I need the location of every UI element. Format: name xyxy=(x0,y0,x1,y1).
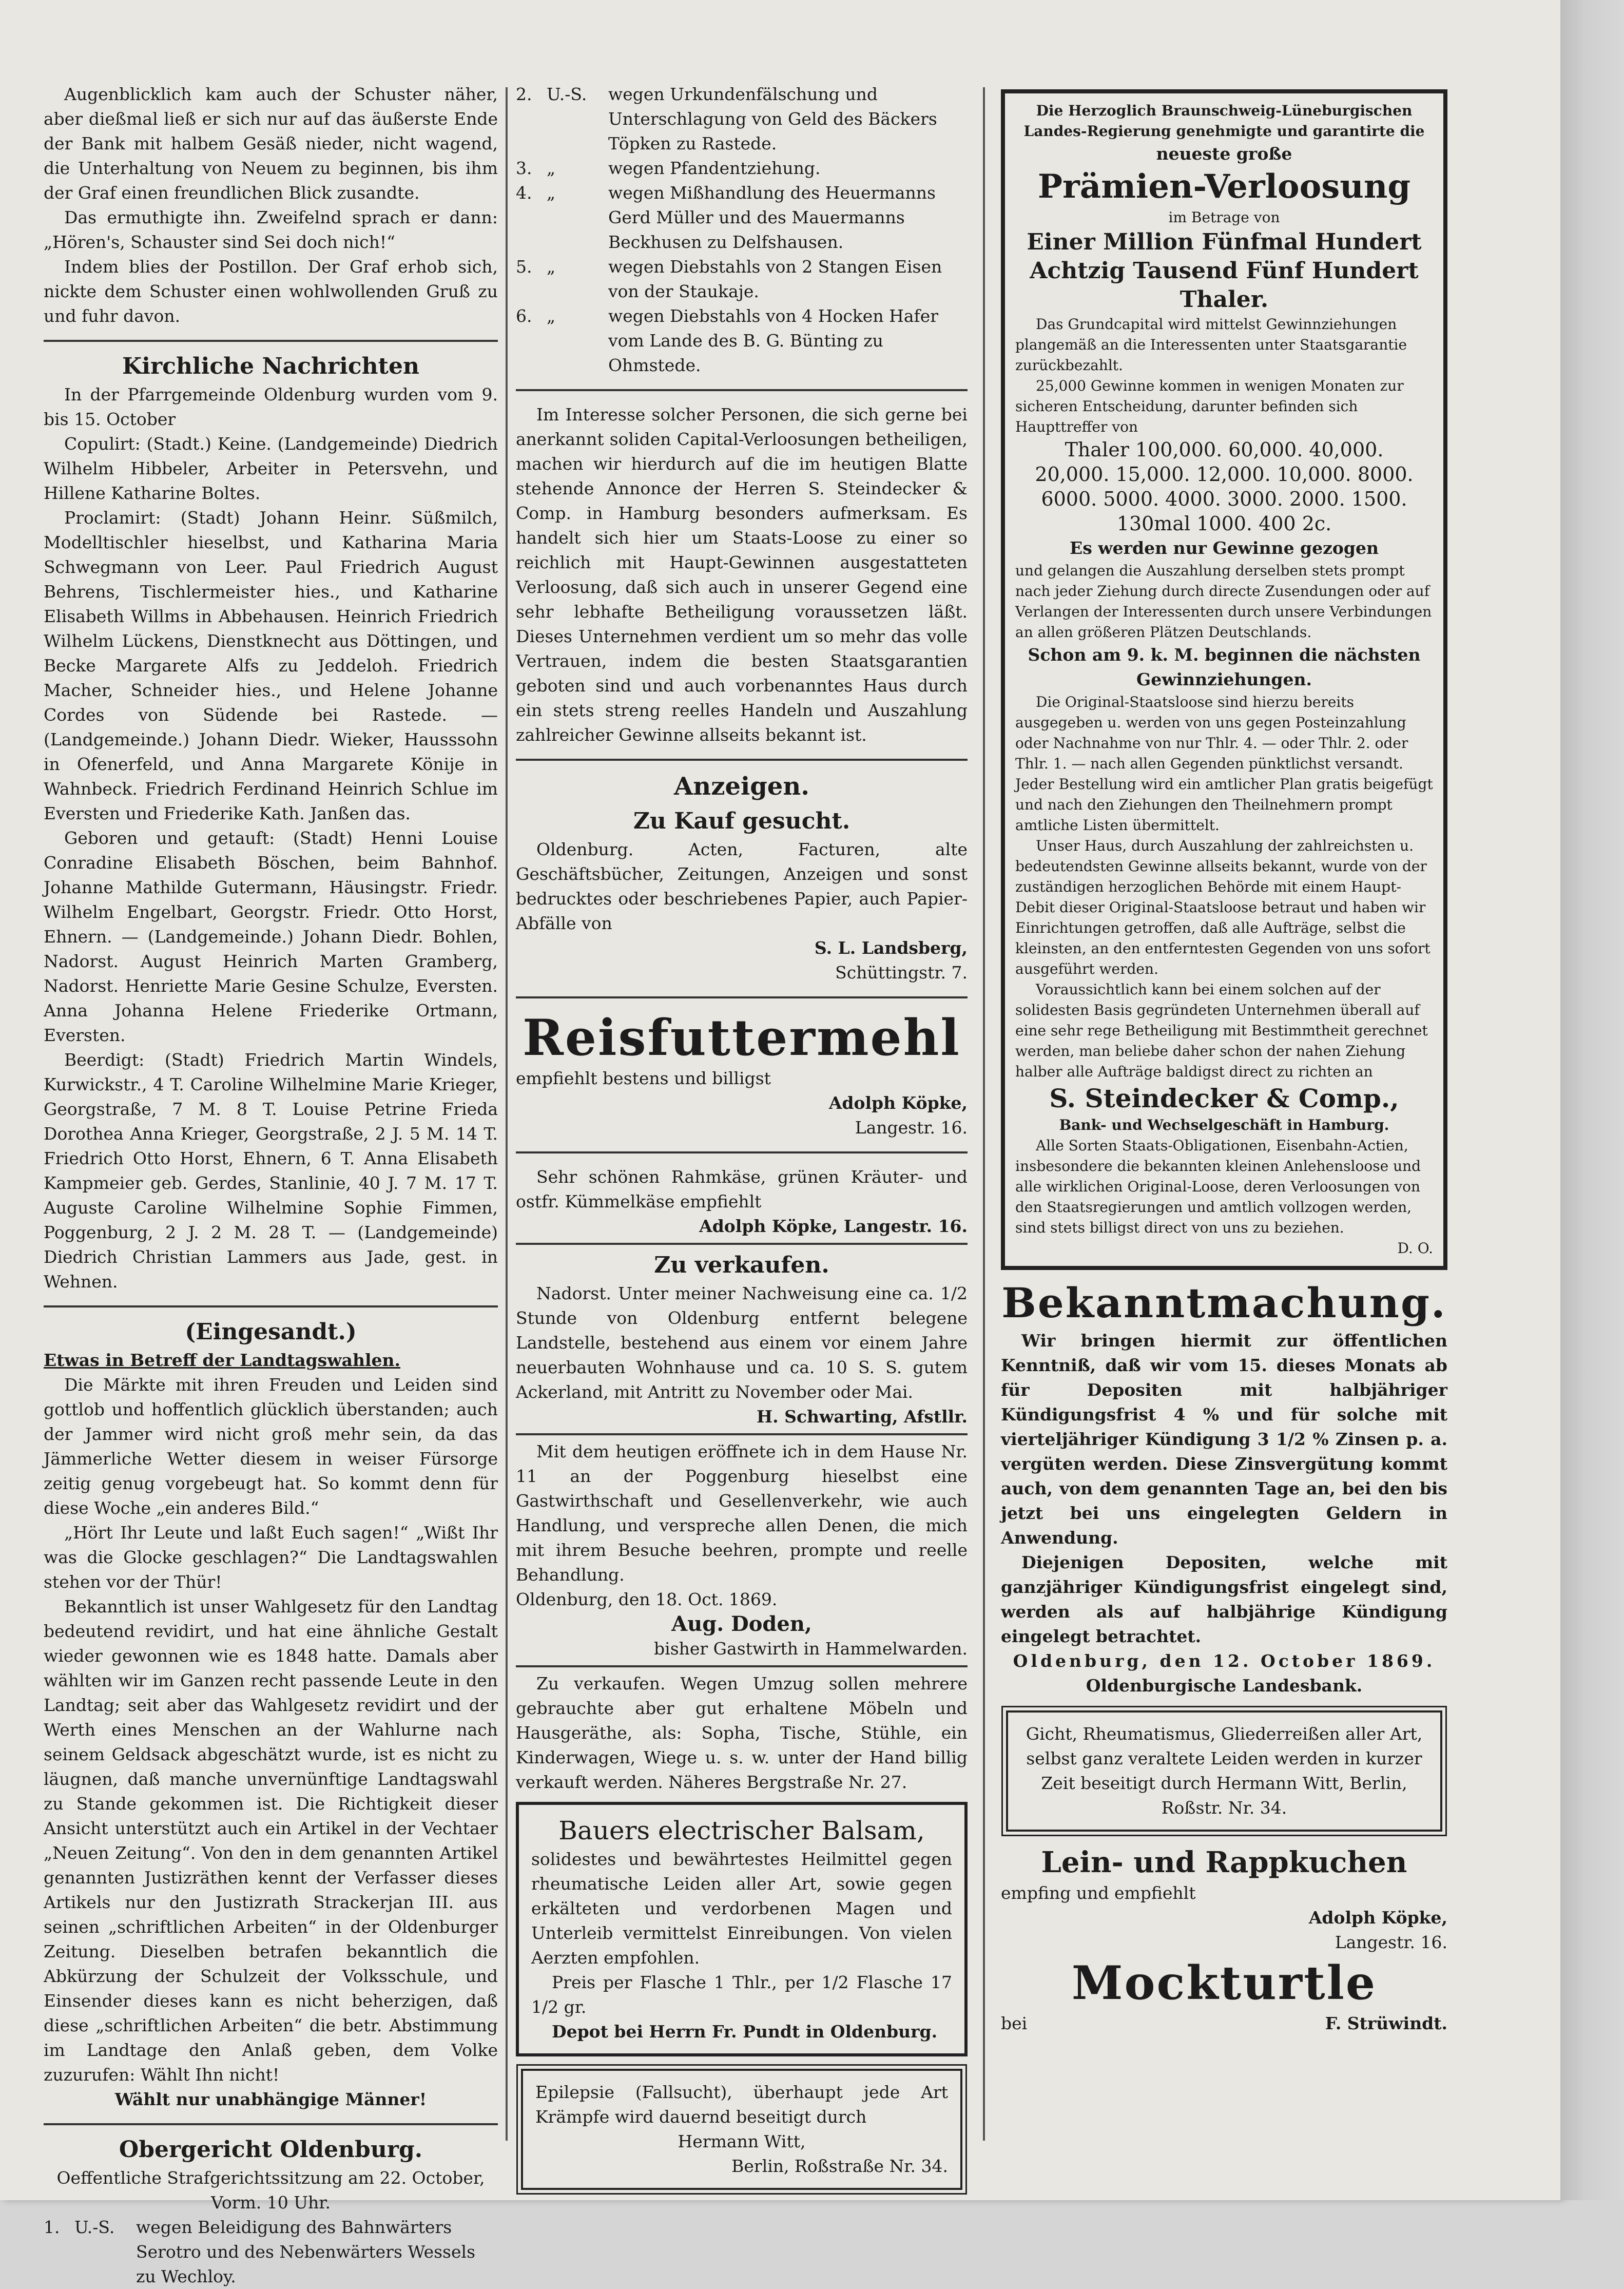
praemien-firm: S. Steindecker & Comp., xyxy=(1049,1083,1399,1113)
verkaufen-text: Nadorst. Unter meiner Nachweisung eine ca. 1/2 Stunde von Oldenburg entfernt belegene Landstelle, bestehend aus einem vor einem Jahre neuerbauten Wohnhause und ca. 10 S. S. gutem Ackerland, mit Antritt zu November oder Mai. xyxy=(516,1283,968,1402)
praemien-text: Unser Haus, durch Auszahlung der zahlreichsten u. bedeutendsten Gewinne allseits bekannt, wurde von der zuständigen herzoglichen Behörde mit einem Haupt-Debit dieser Original-Staatsloose betraut und haben wir Einrichtungen getroffen, daß alle Aufträge, selbst die kleinsten, an den entferntesten Gegenden von uns sofort ausgeführt werden. xyxy=(1015,837,1430,977)
eingesandt-paragraph: Die Märkte mit ihren Freuden und Leiden sind gottlob und hoffentlich glücklich überstanden; auch der Jammer wird nicht groß mehr sein, da das Jämmerliche Wetter diesem in weiser Fürsorge zeitig genug vorgebeugt hat. So kommt denn für diese Woche „ein anderes Bild.“ xyxy=(44,1375,498,1518)
reis-text: empfiehlt bestens und billigst xyxy=(516,1068,771,1088)
bekanntmachung-title: Bekanntmachung. xyxy=(1001,1279,1447,1327)
eingesandt-closing: Wählt nur unabhängige Männer! xyxy=(114,2089,427,2109)
kirch-proclamirt: Proclamirt: (Stadt) Johann Heinr. Süßmilch, Modelltischler hieselbst, und Katharina Maria Schwegmann von Leer. Paul Friedrich August Behrens, Tischlermeister hies., und Katharine Elisabeth Willms in Abbehausen. Heinrich Friedrich Wilhelm Lückens, Dienstknecht aus Döttingen, und Becke Margarete Alfs zu Jeddeloh. Friedrich Macher, Schneider hies., und Helene Johanne Cordes von Südende bei Rastede. — (Landgemeinde.) Johann Diedr. Wieker, Hausssohn in Ofenerfeld, und Anna Margarete Könije in Wahnbeck. Friedrich Ferdinand Heinrich Schlue im Eversten und Friederike Kath. Janßen das. xyxy=(44,508,498,823)
gicht-text: Gicht, Rheumatismus, Gliederreißen aller Art, selbst ganz veraltete Leiden werden in kurzer Zeit beseitigt durch Hermann Witt, Berlin, Roßstr. Nr. 34. xyxy=(1026,1724,1423,1818)
epilepsie-ad xyxy=(521,2069,962,2190)
praemien-capital: Das Grundcapital wird mittelst Gewinnziehungen plangemäß an die Interessenten unter Staatsgarantie zurückbezahlt. xyxy=(1015,316,1407,374)
case-description: wegen Diebstahls von 2 Stangen Eisen von der Staukaje. xyxy=(608,257,942,301)
case-description: wegen Beleidigung des Bahnwärters Serotro und des Nebenwärters Wessels zu Wechloy. xyxy=(136,2217,476,2286)
mockturtle-signature: F. Strüwindt. xyxy=(1325,2013,1447,2033)
balsam-ad xyxy=(516,1802,968,2056)
divider xyxy=(44,1305,498,1307)
praemien-ad xyxy=(1001,89,1447,1270)
praemien-amount-line: 20,000. 15,000. 12,000. 10,000. 8000. xyxy=(1035,463,1414,486)
kauf-title: Zu Kauf gesucht. xyxy=(633,808,850,834)
eingesandt-paragraph: „Hört Ihr Leute und laßt Euch sagen!“ „Wißt Ihr was die Glocke geschlagen?“ Die Landtagswahlen stehen vor der Thür! xyxy=(44,1523,498,1592)
divider xyxy=(44,2123,498,2125)
kirch-beerdigt: Beerdigt: (Stadt) Friedrich Martin Windels, Kurwickstr., 4 T. Caroline Wilhelmine Marie Krieger, Georgstraße, 7 M. 8 T. Louise Petrine Frieda Dorothea Anna Krieger, Georgstraße, 2 J. 5 M. 14 T. Friedrich Otto Horst, Ehnern, 6 T. Anna Elisabeth Kampmeier geb. Gerdes, Stanlinie, 40 J. 7 M. 17 T. Auguste Caroline Wilhelmine Sophie Fimmen, Poggenburg, 2 J. 2 M. 28 T. — (Landgemeinde) Diedrich Christian Lammers aus Jade, gest. in Wehnen. xyxy=(44,1050,498,1292)
bekanntmachung-date: Oldenburg, den 12. October 1869. xyxy=(1013,1651,1436,1671)
praemien-million: Einer Million Fünfmal Hundert Achtzig Tausend Fünf Hundert Thaler. xyxy=(1027,229,1422,313)
balsam-price: Preis per Flasche 1 Thlr., per 1/2 Flasche 17 1/2 gr. xyxy=(531,1972,952,2017)
obergericht-subtitle: Oeffentliche Strafgerichtssitzung am 22. October, Vorm. 10 Uhr. xyxy=(56,2168,485,2213)
divider xyxy=(516,1433,968,1435)
praemien-text: und gelangen die Auszahlung derselben stets prompt nach jeder Ziehung durch directe Zusendungen oder auf Verlangen der Interessenten durch unsere Verbindungen an allen größeren Plätzen Deutschlands. xyxy=(1015,562,1432,641)
case-type: „ xyxy=(547,257,556,277)
divider xyxy=(516,1243,968,1245)
praemien-text: Alle Sorten Staats-Obligationen, Eisenbahn-Actien, insbesondere die bekannten kleinen Anlehensloose und alle wirklichen Original-Loose, deren Verloosungen von den Staatsregierungen und amtlich vollzogen werden, sind stets billigst direct von uns zu beziehen. xyxy=(1015,1137,1421,1236)
case-type: „ xyxy=(547,183,556,203)
story-paragraph: Indem blies der Postillon. Der Graf erhob sich, nickte dem Schuster einen wohlwollenden Gruß zu und fuhr davon. xyxy=(44,257,498,326)
praemien-amount-line: Thaler 100,000. 60,000. 40,000. xyxy=(1065,438,1384,461)
case-number: 2. xyxy=(516,84,532,104)
balsam-title: Bauers electrischer Balsam, xyxy=(558,1816,925,1845)
anzeigen-title: Anzeigen. xyxy=(674,772,809,801)
praemien-intro: Die Herzoglich Braunschweig-Lüneburgischen Landes-Regierung genehmigte und garantirte die xyxy=(1023,102,1425,140)
gastwirth-signature: Aug. Doden, xyxy=(671,1612,812,1636)
interest-paragraph: Im Interesse solcher Personen, die sich gerne bei anerkannt soliden Capital-Verloosungen betheiligen, machen wir hierdurch auf die im heutigen Blatte stehende Annonce der Herren S. Steindecker & Comp. in Hamburg besonders aufmerksam. Es handelt sich hier um Staats-Loose zu einer so reichlich mit Haupt-Gewinnen ausgestatteten Verloosung, daß sich auch in unserer Gegend eine sehr lebhafte Betheiligung voraussetzen läßt. Dieses Unternehmen verdient um so mehr das volle Vertrauen, indem die besten Staatsgarantien geboten sind und auch vorbenanntes Haus durch ein stets streng reelles Handeln und Auszahlung zahlreicher Gewinne allseits bekannt ist. xyxy=(516,405,968,745)
epilepsie-address: Berlin, Roßstraße Nr. 34. xyxy=(731,2156,948,2176)
case-type: „ xyxy=(547,306,556,326)
divider xyxy=(516,996,968,998)
gastwirth-date: Oldenburg, den 18. Oct. 1869. xyxy=(516,1589,778,1609)
praemien-firm-subtitle: Bank- und Wechselgeschäft in Hamburg. xyxy=(1059,1117,1389,1133)
page-edge xyxy=(1560,0,1624,2200)
reisfuttermehl-title: Reisfuttermehl xyxy=(523,1009,961,1067)
column-divider xyxy=(983,87,985,2141)
praemien-neueste: neueste große xyxy=(1156,144,1292,164)
praemien-betrag: im Betrage von xyxy=(1168,209,1280,226)
case-description: wegen Mißhandlung des Heuermanns Gerd Müller und des Mauermanns Beckhusen zu Delfshausen. xyxy=(608,183,936,252)
column-1 xyxy=(44,82,498,2289)
kauf-text: Oldenburg. Acten, Facturen, alte Geschäftsbücher, Zeitungen, Anzeigen und sonst bedrucktes oder beschriebenes Papier, auch Papier-Abfälle von xyxy=(516,839,968,933)
eingesandt-title: (Eingesandt.) xyxy=(185,1319,357,1345)
praemien-nur: Es werden nur Gewinne gezogen xyxy=(1070,538,1379,558)
balsam-depot: Depot bei Herrn Fr. Pundt in Oldenburg. xyxy=(552,2022,938,2042)
lein-signature: Adolph Köpke, xyxy=(1308,1908,1447,1928)
bekanntmachung-text: Wir bringen hiermit zur öffentlichen Kenntniß, daß wir vom 15. dieses Monats ab für Depositen mit halbjähriger Kündigungsfrist 4 % und für solche mit vierteljähriger Kündigung 3 1/2 % Zinsen p. a. vergüten werden. Diese Zinsvergütung kommt auch, von dem genannten Tage an, bei den bis jetzt bei uns eingelegten Geldern in Anwendung. xyxy=(1001,1331,1447,1548)
praemien-amount-line: 6000. 5000. 4000. 3000. 2000. 1500. xyxy=(1041,488,1407,510)
case-number: 3. xyxy=(516,158,532,178)
case-type: U.-S. xyxy=(74,2217,115,2237)
case-type: „ xyxy=(547,158,556,178)
praemien-text: Die Original-Staatsloose sind hierzu bereits ausgegeben u. werden von uns gegen Posteinzahlung oder Nachnahme von nur Thlr. 4. — oder Thlr. 2. oder Thlr. 1. — nach allen Gegenden pünktlichst versandt. Jeder Bestellung wird ein amtlicher Plan gratis beigefügt und nach den Ziehungen den Theilnehmern prompt amtliche Listen übermittelt. xyxy=(1015,694,1433,834)
kaese-signature: Adolph Köpke, Langestr. 16. xyxy=(699,1216,968,1236)
gicht-ad xyxy=(1006,1710,1442,1832)
praemien-title: Prämien-Verloosung xyxy=(1037,167,1411,206)
reis-address: Langestr. 16. xyxy=(855,1118,968,1138)
kirch-title: Kirchliche Nachrichten xyxy=(122,353,419,379)
court-case xyxy=(516,181,968,255)
lein-text: empfing und empfiehlt xyxy=(1001,1883,1196,1903)
column-divider xyxy=(506,87,508,2141)
verkaufen-signature: H. Schwarting, Afstllr. xyxy=(756,1407,968,1427)
case-number: 1. xyxy=(44,2217,60,2237)
court-case xyxy=(516,82,968,156)
story-paragraph: Das ermuthigte ihn. Zweifelnd sprach er dann: „Hören's, Schauster sind Sei doch nich!“ xyxy=(44,207,498,252)
kirch-geboren: Geboren und getauft: (Stadt) Henni Louise Conradine Elisabeth Böschen, beim Bahnhof. Johanne Mathilde Gutermann, Häusingstr. Friedr. Wilhelm Engelbart, Georgstr. Friedr. Otto Horst, Ehnern. — (Landgemeinde.) Johann Diedr. Bohlen, Nadorst. August Heinrich Marten Gramberg, Nadorst. Henriette Marie Gesine Schulze, Eversten. Anna Johanna Helene Friederike Ortmann, Eversten. xyxy=(44,828,498,1045)
eingesandt-paragraph: Bekanntlich ist unser Wahlgesetz für den Landtag bedeutend revidirt, und hat eine ähnliche Gestalt wieder gewonnen wie es 1848 hatte. Damals aber wählten wir im Ganzen recht passende Leute in den Landtag; seit aber das Wahlgesetz revidirt und der Werth eines Menschen an der Wahlurne nach seinem Geldsack abgeschätzt wurde, ist es nicht zu läugnen, daß manche unvernünftige Landtagswahl zu Stande gekommen ist. Die Richtigkeit dieser Ansicht unterstützt auch ein Artikel in der Vechtaer „Neuen Zeitung“. Von den in dem genannten Artikel genannten Justizräthen kennt der Verfasser dieses Artikels nur den Justizrath Strackerjan III. aus seinen „schriftlichen Arbeiten“ in der Oldenburger Zeitung. Dieselben betrafen bekanntlich die Abkürzung der Schulzeit der Volksschule, und Einsender dieses kann es nicht beherzigen, daß diese „schriftlichen Arbeiten“ die betr. Abstimmung im Landtage den Anlaß geben, dem Volke zuzurufen: Wählt Ihn nicht! xyxy=(44,1596,498,2085)
umzug-text: Zu verkaufen. Wegen Umzug sollen mehrere gebrauchte aber gut erhaltene Möbeln und Hausgeräthe, als: Sopha, Tische, Stühle, ein Kinderwagen, Wiege u. s. w. unter der Hand billig verkauft werden. Näheres Bergstraße Nr. 27. xyxy=(516,1674,968,1792)
column-3 xyxy=(1001,82,1447,2036)
epilepsie-text: Epilepsie (Fallsucht), überhaupt jede Art Krämpfe wird dauernd beseitigt durch xyxy=(535,2082,948,2127)
divider xyxy=(516,1665,968,1667)
story-paragraph: Augenblicklich kam auch der Schuster näher, aber dießmal ließ er sich nur auf das äußerste Ende der Bank mit halbem Gesäß nieder, nicht wagend, die Unterhaltung von Neuem zu beginnen, bis ihm der Graf einen freundlichen Blick zusandte. xyxy=(44,84,498,203)
bekanntmachung-signature: Oldenburgische Landesbank. xyxy=(1086,1676,1363,1696)
divider xyxy=(516,759,968,761)
case-number: 4. xyxy=(516,183,532,203)
case-description: wegen Pfandentziehung. xyxy=(608,158,821,178)
kirch-intro: In der Pfarrgemeinde Oldenburg wurden vom 9. bis 15. October xyxy=(44,384,498,429)
reis-signature: Adolph Köpke, xyxy=(828,1093,968,1113)
bekanntmachung-text: Diejenigen Depositen, welche mit ganzjähriger Kündigungsfrist eingelegt sind, werden als auf halbjährige Kündigung eingelegt betrachtet. xyxy=(1001,1552,1447,1646)
divider xyxy=(516,389,968,391)
balsam-text: solidestes und bewährtestes Heilmittel gegen rheumatische Leiden aller Art, sowie gegen erkälteten und verdorbenen Magen und Unterleib vermittelst Einreibungen. Von vielen Aerzten empfohlen. xyxy=(531,1849,952,1968)
kauf-address: Schüttingstr. 7. xyxy=(835,963,968,983)
kaese-text: Sehr schönen Rahmkäse, grünen Kräuter- und ostfr. Kümmelkäse empfiehlt xyxy=(516,1167,968,1211)
kirch-copulirt: Copulirt: (Stadt.) Keine. (Landgemeinde) Diedrich Wilhelm Hibbeler, Arbeiter in Petersvehn, und Hillene Katharine Boltes. xyxy=(44,434,498,503)
case-type: U.-S. xyxy=(547,84,587,104)
lein-address: Langestr. 16. xyxy=(1335,1932,1447,1952)
case-description: wegen Urkundenfälschung und Unterschlagung von Geld des Bäckers Töpken zu Rastede. xyxy=(608,84,937,153)
eingesandt-subtitle: Etwas in Betreff der Landtagswahlen. xyxy=(44,1350,401,1370)
praemien-gewinne: 25,000 Gewinne kommen in wenigen Monaten zur sicheren Entscheidung, darunter befinden sich Haupttreffer von xyxy=(1015,377,1404,435)
mockturtle-bei: bei xyxy=(1001,2013,1028,2033)
court-case xyxy=(516,156,968,181)
praemien-amount-line: 130mal 1000. 400 2c. xyxy=(1116,512,1332,535)
case-description: wegen Diebstahls von 4 Hocken Hafer vom Lande des B. G. Bünting zu Ohmstede. xyxy=(608,306,939,375)
case-number: 5. xyxy=(516,257,532,277)
gastwirth-subtitle: bisher Gastwirth in Hammelwarden. xyxy=(654,1639,968,1659)
case-number: 6. xyxy=(516,306,532,326)
court-case xyxy=(516,304,968,378)
column-2 xyxy=(516,82,968,2202)
mockturtle-footer xyxy=(1001,2011,1447,2036)
divider xyxy=(516,1151,968,1153)
praemien-schon: Schon am 9. k. M. beginnen die nächsten Gewinnziehungen. xyxy=(1028,645,1421,689)
court-case xyxy=(44,2215,498,2289)
court-case xyxy=(516,255,968,304)
praemien-do: D. O. xyxy=(1397,1240,1433,1257)
gastwirth-text: Mit dem heutigen eröffnete ich in dem Hause Nr. 11 an der Poggenburg hieselbst eine Gastwirthschaft und Gesellenverkehr, wie auch Handlung, und verspreche allen Denen, die mich mit ihrem Besuche beehren, prompte und reelle Behandlung. xyxy=(516,1441,968,1585)
lein-title: Lein- und Rappkuchen xyxy=(1041,1845,1407,1879)
mockturtle-title: Mockturtle xyxy=(1071,1956,1377,2010)
divider xyxy=(44,340,498,342)
praemien-text: Voraussichtlich kann bei einem solchen auf der solidesten Basis gegründeten Unternehmen überall auf eine sehr rege Betheiligung mit Bestimmtheit gerechnet werden, man beliebe daher schon der nahen Ziehung halber alle Aufträge baldigst direct zu richten an xyxy=(1015,981,1428,1080)
epilepsie-signature: Hermann Witt, xyxy=(678,2131,806,2151)
obergericht-title: Obergericht Oldenburg. xyxy=(119,2137,423,2163)
kauf-signature: S. L. Landsberg, xyxy=(814,938,968,958)
verkaufen-title: Zu verkaufen. xyxy=(654,1252,829,1278)
